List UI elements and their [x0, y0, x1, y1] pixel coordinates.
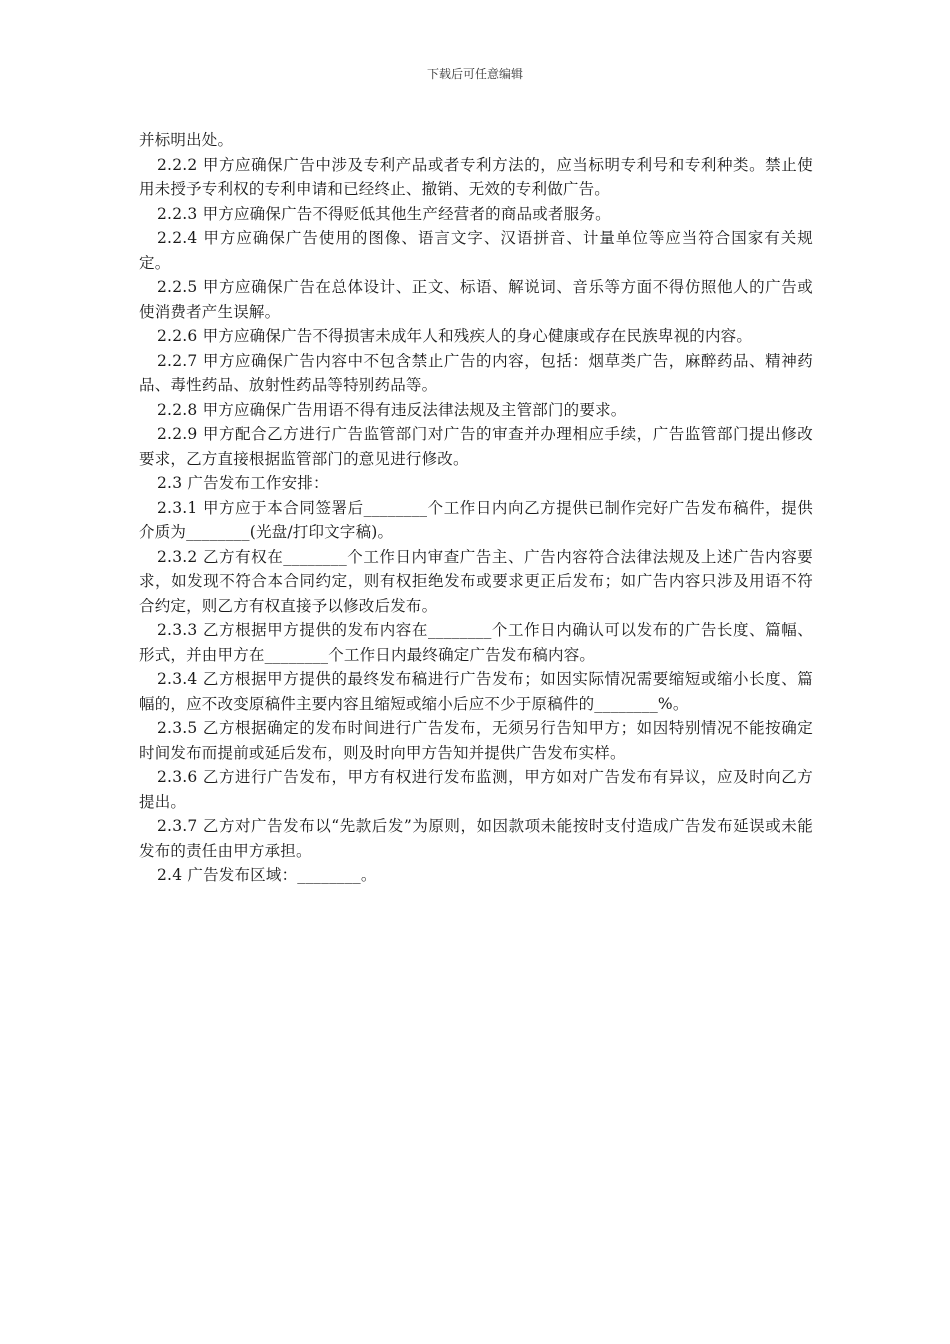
- paragraph-2-2-6: 2.2.6 甲方应确保广告不得损害未成年人和残疾人的身心健康或存在民族卑视的内容。: [157, 327, 753, 345]
- paragraph-2-3-2: 2.3.2 乙方有权在________个工作日内审查广告主、广告内容符合法律法规及上述广告内容要求，如发现不符合本合同约定，则有权拒绝发布或要求更正后发布；如广告内容只涉及用语不符合约定，则乙方有权直接予以修改后发布。: [139, 547, 813, 615]
- paragraph-2-2-4: 2.2.4 甲方应确保广告使用的图像、语言文字、汉语拼音、计量单位等应当符合国家有关规定。: [139, 229, 813, 272]
- document-body: [139, 128, 813, 888]
- paragraph-2-2-5: 2.2.5 甲方应确保广告在总体设计、正文、标语、解说词、音乐等方面不得仿照他人的广告或使消费者产生误解。: [139, 278, 813, 321]
- page-header: 下载后可任意编辑: [426, 67, 523, 81]
- paragraph-2-3-7: 2.3.7 乙方对广告发布以“先款后发”为原则，如因款项未能按时支付造成广告发布延误或未能发布的责任由甲方承担。: [139, 817, 813, 860]
- paragraph-continuation: 并标明出处。: [139, 131, 234, 149]
- paragraph-2-3-3: 2.3.3 乙方根据甲方提供的发布内容在________个工作日内确认可以发布的广告长度、篇幅、形式，并由甲方在________个工作日内最终确定广告发布稿内容。: [139, 621, 813, 664]
- paragraph-2-3-4: 2.3.4 乙方根据甲方提供的最终发布稿进行广告发布；如因实际情况需要缩短或缩小长度、篇幅的，应不改变原稿件主要内容且缩短或缩小后应不少于原稿件的________%。: [139, 670, 813, 713]
- paragraph-2-2-2: 2.2.2 甲方应确保广告中涉及专利产品或者专利方法的，应当标明专利号和专利种类。禁止使用未授予专利权的专利申请和已经终止、撤销、无效的专利做广告。: [139, 155, 813, 198]
- paragraph-2-2-3: 2.2.3 甲方应确保广告不得贬低其他生产经营者的商品或者服务。: [157, 204, 611, 223]
- paragraph-2-4: 2.4 广告发布区域：________。: [157, 866, 377, 884]
- paragraph-2-3-1: 2.3.1 甲方应于本合同签署后________个工作日内向乙方提供已制作完好广告发布稿件，提供介质为________(光盘/打印文字稿)。: [139, 498, 813, 541]
- paragraph-2-2-9: 2.2.9 甲方配合乙方进行广告监管部门对广告的审查并办理相应手续，广告监管部门提出修改要求，乙方直接根据监管部门的意见进行修改。: [139, 425, 813, 468]
- paragraph-2-2-7: 2.2.7 甲方应确保广告内容中不包含禁止广告的内容，包括：烟草类广告，麻醉药品、精神药品、毒性药品、放射性药品等特别药品等。: [139, 351, 813, 394]
- paragraph-2-3-5: 2.3.5 乙方根据确定的发布时间进行广告发布，无须另行告知甲方；如因特别情况不能按确定时间发布而提前或延后发布，则及时向甲方告知并提供广告发布实样。: [139, 719, 813, 762]
- paragraph-2-2-8: 2.2.8 甲方应确保广告用语不得有违反法律法规及主管部门的要求。: [157, 400, 627, 419]
- paragraph-2-3-6: 2.3.6 乙方进行广告发布，甲方有权进行发布监测，甲方如对广告发布有异议，应及时向乙方提出。: [139, 768, 813, 811]
- paragraph-2-3: 2.3 广告发布工作安排：: [157, 474, 329, 492]
